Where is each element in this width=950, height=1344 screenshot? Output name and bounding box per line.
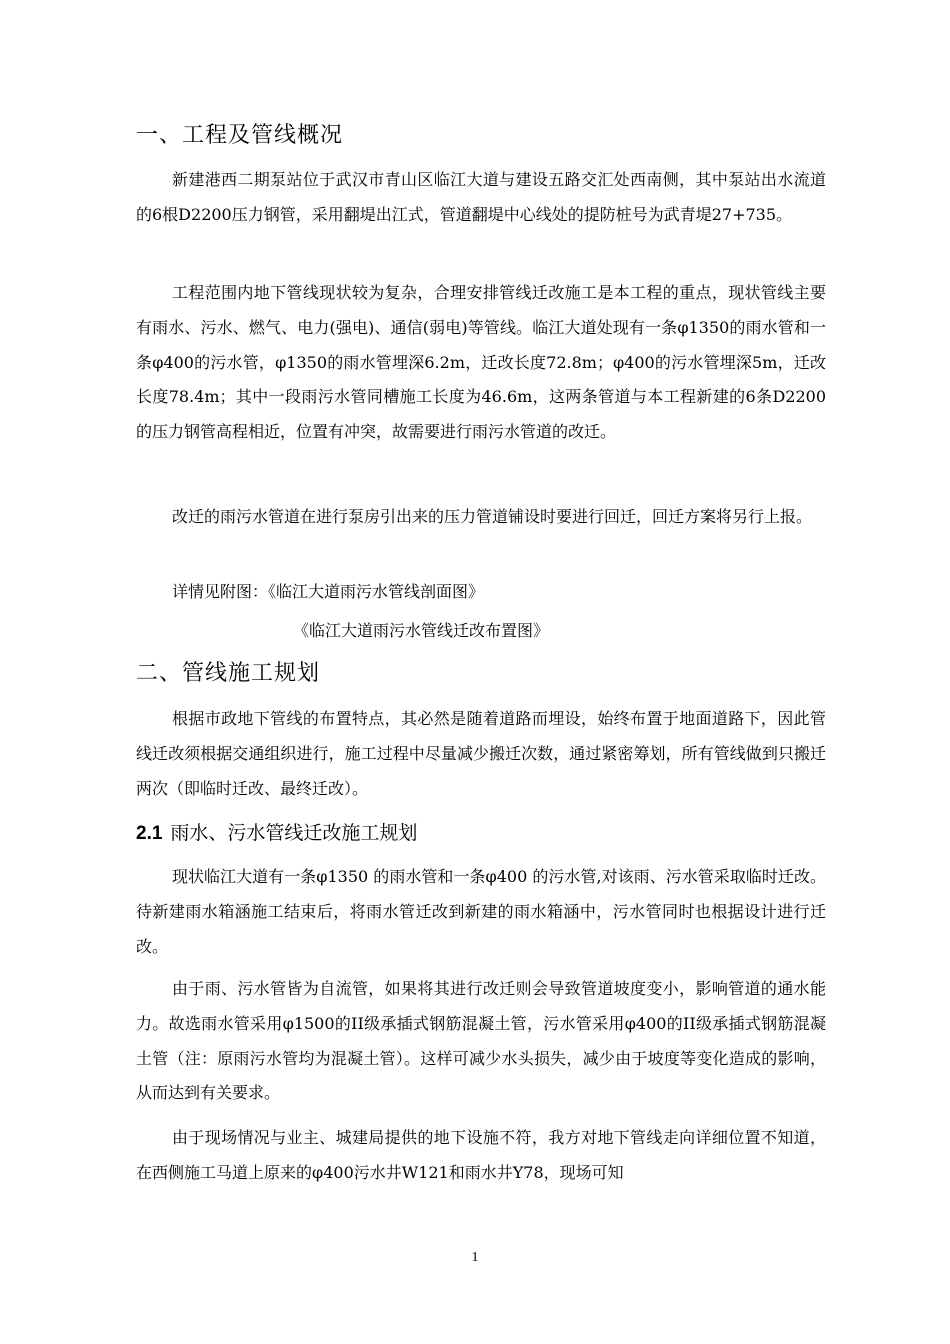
section-2-1-paragraph-1: 现状临江大道有一条φ1350 的雨水管和一条φ400 的污水管,对该雨、污水管采取临时迁改。待新建雨水箱涵施工结束后，将雨水管迁改到新建的雨水箱涵中，污水管同时也根据设计进行迁改。 — [136, 867, 826, 956]
section-2-paragraph-1: 根据市政地下管线的布置特点，其必然是随着道路而埋设，始终布置于地面道路下，因此管线迁改须根据交通组织进行，施工过程中尽量减少搬迁次数，通过紧密筹划，所有管线做到只搬迁两次（即临时迁改、最终迁改）。 — [136, 709, 826, 798]
section-2-1-paragraph-2: 由于雨、污水管皆为自流管，如果将其进行改迁则会导致管道坡度变小，影响管道的通水能力。故选雨水管采用φ1500的II级承插式钢筋混凝土管，污水管采用φ400的II级承插式钢筋混凝土管（注：原雨污水管均为混凝土管）。这样可减少水头损失，减少由于坡度等变化造成的影响，从而达到有关要求。 — [136, 979, 826, 1103]
section-2-1-number: 2.1 — [136, 823, 163, 844]
section-2-1-heading — [136, 818, 417, 845]
section-2-heading: 二、管线施工规划 — [136, 661, 321, 686]
section-1-paragraph-3: 改迁的雨污水管道在进行泵房引出来的压力管道铺设时要进行回迁，回迁方案将另行上报。 — [172, 507, 813, 526]
attachment-reference-1: 详情见附图：《临江大道雨污水管线剖面图》 — [172, 582, 485, 601]
section-1-paragraph-1: 新建港西二期泵站位于武汉市青山区临江大道与建设五路交汇处西南侧，其中泵站出水流道的6根D2200压力钢管，采用翻堤出江式，管道翻堤中心线处的提防桩号为武青堤27+735。 — [136, 170, 826, 224]
attachment-reference-2: 《临江大道雨污水管线迁改布置图》 — [293, 621, 550, 640]
section-2-1-paragraph-3: 由于现场情况与业主、城建局提供的地下设施不符，我方对地下管线走向详细位置不知道，在西侧施工马道上原来的φ400污水井W121和雨水井Y78，现场可知 — [136, 1128, 826, 1182]
section-1-paragraph-2: 工程范围内地下管线现状较为复杂，合理安排管线迁改施工是本工程的重点，现状管线主要有雨水、污水、燃气、电力(强电)、通信(弱电)等管线。临江大道处现有一条φ1350的雨水管和一条φ400的污水管，φ1350的雨水管埋深6.2m，迁改长度72.8m；φ400的污水管埋深5m，迁改长度78.4m；其中一段雨污水管同槽施工长度为46.6m，这两条管道与本工程新建的6条D2200的压力钢管高程相近，位置有冲突，故需要进行雨污水管道的改迁。 — [136, 283, 826, 442]
page-number: 1 — [471, 1250, 479, 1265]
section-1-heading: 一、工程及管线概况 — [136, 123, 344, 148]
section-2-1-title: 雨水、污水管线迁改施工规划 — [170, 822, 418, 844]
